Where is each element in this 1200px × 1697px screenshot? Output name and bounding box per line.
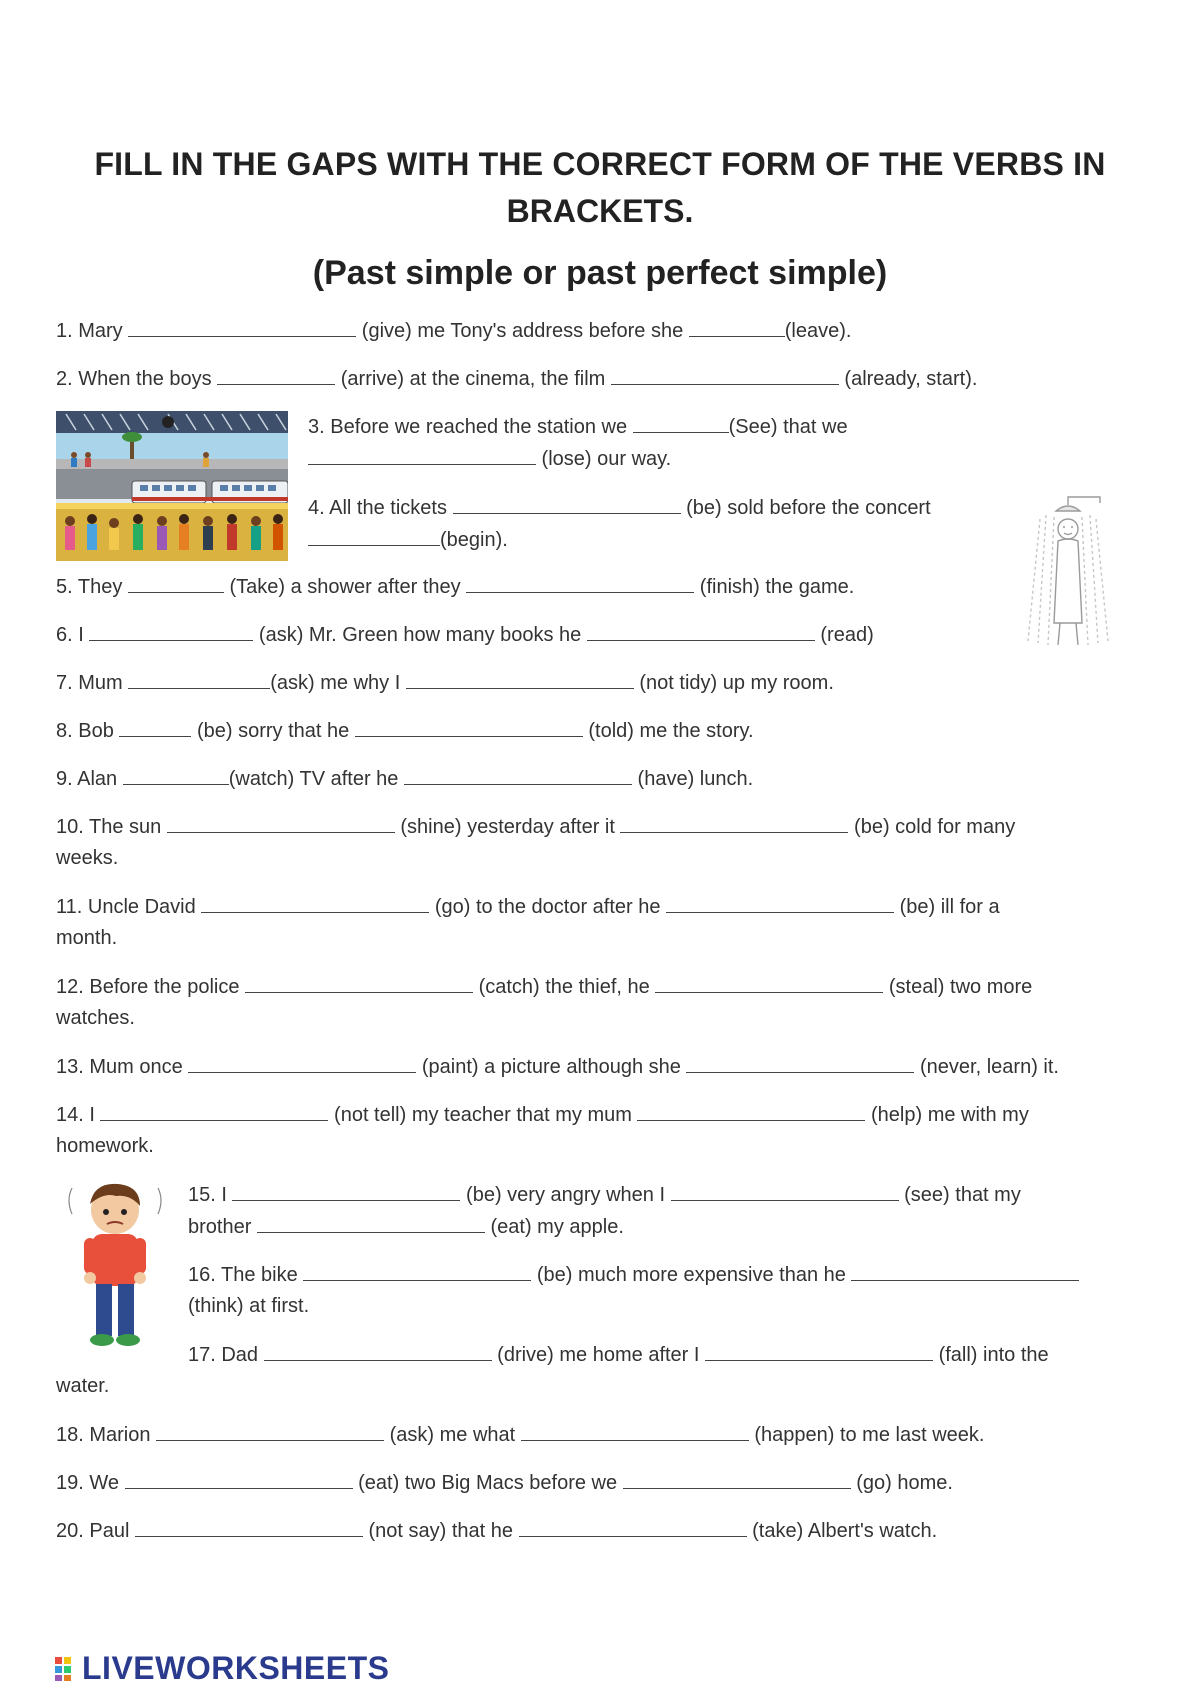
answer-gap[interactable] — [123, 766, 229, 785]
exercise-text: (eat) two Big Macs before we — [352, 1472, 623, 1494]
answer-gap[interactable] — [633, 414, 729, 433]
exercise-text: (see) that my — [898, 1184, 1021, 1206]
exercise-text: 5. They — [56, 576, 128, 598]
exercise-text: (be) sorry that he — [191, 720, 355, 742]
answer-gap[interactable] — [125, 1470, 353, 1489]
exercise-text: (arrive) at the cinema, the film — [335, 368, 611, 390]
answer-gap[interactable] — [689, 318, 785, 337]
exercise-16-line2 — [188, 1294, 309, 1318]
exercise-text: month. — [56, 927, 118, 949]
exercise-text: 9. Alan — [56, 768, 123, 790]
exercise-text: 18. Marion — [56, 1424, 157, 1446]
exercise-text: (go) home. — [850, 1472, 953, 1494]
worksheet-title-line1: FILL IN THE GAPS WITH THE CORRECT FORM OF THE VERBS IN — [94, 146, 1106, 182]
exercise-10 — [56, 814, 1015, 839]
answer-gap[interactable] — [666, 894, 894, 913]
exercise-text: (drive) me home after I — [491, 1344, 706, 1366]
exercise-text: 16. The bike — [188, 1264, 304, 1286]
answer-gap[interactable] — [100, 1102, 328, 1121]
exercise-12 — [56, 974, 1032, 999]
answer-gap[interactable] — [135, 1518, 363, 1537]
exercise-text: (fall) into the — [933, 1344, 1049, 1366]
exercise-text: (watch) TV after he — [228, 768, 404, 790]
worksheet-subtitle: (Past simple or past perfect simple) — [312, 254, 888, 292]
exercise-3 — [308, 414, 848, 439]
exercise-text: (See) that we — [728, 416, 848, 438]
exercise-text: 10. The sun — [56, 816, 167, 838]
exercise-14-line2 — [56, 1134, 154, 1158]
answer-gap[interactable] — [308, 446, 536, 465]
exercise-12-line2 — [56, 1006, 135, 1030]
answer-gap[interactable] — [851, 1262, 1079, 1281]
exercise-text: (be) ill for a — [894, 896, 1000, 918]
exercise-text: 12. Before the police — [56, 976, 246, 998]
exercise-10-line2 — [56, 846, 118, 870]
answer-gap[interactable] — [637, 1102, 865, 1121]
exercise-text: (read) — [814, 624, 874, 646]
exercise-text: 3. Before we reached the station we — [308, 416, 633, 438]
exercise-text: (be) very angry when I — [460, 1184, 671, 1206]
answer-gap[interactable] — [655, 974, 883, 993]
exercise-19 — [56, 1470, 953, 1495]
answer-gap[interactable] — [188, 1054, 416, 1073]
answer-gap[interactable] — [671, 1182, 899, 1201]
answer-gap[interactable] — [308, 527, 440, 546]
answer-gap[interactable] — [128, 574, 224, 593]
answer-gap[interactable] — [519, 1518, 747, 1537]
exercise-text: (Take) a shower after they — [223, 576, 467, 598]
exercise-text: (begin). — [440, 529, 508, 551]
exercise-text: (leave). — [784, 320, 852, 342]
exercise-17-line2 — [56, 1374, 109, 1398]
answer-gap[interactable] — [257, 1214, 485, 1233]
answer-gap[interactable] — [128, 318, 356, 337]
exercise-text: (catch) the thief, he — [473, 976, 656, 998]
exercise-1 — [56, 318, 851, 343]
exercise-text: (told) me the story. — [582, 720, 754, 742]
exercise-text: 2. When the boys — [56, 368, 218, 390]
answer-gap[interactable] — [611, 366, 839, 385]
exercise-text: (happen) to me last week. — [748, 1424, 985, 1446]
answer-gap[interactable] — [264, 1342, 492, 1361]
worksheet-title-line2: BRACKETS. — [506, 193, 694, 229]
answer-gap[interactable] — [466, 574, 694, 593]
exercise-text: (lose) our way. — [536, 448, 672, 470]
answer-gap[interactable] — [89, 622, 253, 641]
exercise-text: (ask) me why I — [270, 672, 406, 694]
answer-gap[interactable] — [587, 622, 815, 641]
exercise-text: water. — [56, 1375, 110, 1397]
exercise-text: (give) me Tony's address before she — [356, 320, 689, 342]
exercise-text: homework. — [56, 1135, 154, 1157]
exercise-11 — [56, 894, 1000, 919]
answer-gap[interactable] — [355, 718, 583, 737]
exercise-text: 14. I — [56, 1104, 101, 1126]
exercise-text: 17. Dad — [188, 1344, 264, 1366]
exercise-4 — [308, 495, 931, 520]
train-station-picture — [56, 411, 288, 561]
exercise-6 — [56, 622, 874, 647]
exercise-text: (have) lunch. — [631, 768, 754, 790]
exercise-text: 8. Bob — [56, 720, 120, 742]
answer-gap[interactable] — [453, 495, 681, 514]
exercise-20 — [56, 1518, 937, 1543]
liveworksheets-logo-icon — [54, 1656, 80, 1682]
exercise-text: 15. I — [188, 1184, 233, 1206]
exercise-text: (shine) yesterday after it — [394, 816, 621, 838]
exercise-text: 19. We — [56, 1472, 125, 1494]
exercise-text: 1. Mary — [56, 320, 129, 342]
answer-gap[interactable] — [303, 1262, 531, 1281]
answer-gap[interactable] — [620, 814, 848, 833]
exercise-text: watches. — [56, 1007, 135, 1029]
answer-gap[interactable] — [201, 894, 429, 913]
answer-gap[interactable] — [623, 1470, 851, 1489]
exercise-text: brother — [188, 1216, 257, 1238]
exercise-text: (be) sold before the concert — [680, 497, 931, 519]
shower-picture — [1008, 495, 1128, 655]
answer-gap[interactable] — [156, 1422, 384, 1441]
exercise-5 — [56, 574, 854, 599]
exercise-16 — [188, 1262, 1079, 1287]
answer-gap[interactable] — [406, 670, 634, 689]
exercise-text: 20. Paul — [56, 1520, 135, 1542]
answer-gap[interactable] — [404, 766, 632, 785]
liveworksheets-logo[interactable] — [54, 1650, 389, 1687]
answer-gap[interactable] — [232, 1182, 460, 1201]
answer-gap[interactable] — [245, 974, 473, 993]
worried-boy-picture — [60, 1180, 170, 1350]
answer-gap[interactable] — [167, 814, 395, 833]
exercise-9 — [56, 766, 753, 791]
exercise-text: (help) me with my — [865, 1104, 1029, 1126]
exercise-text: 4. All the tickets — [308, 497, 453, 519]
answer-gap[interactable] — [686, 1054, 914, 1073]
exercise-text: (be) much more expensive than he — [531, 1264, 852, 1286]
answer-gap[interactable] — [217, 366, 335, 385]
exercise-text: (ask) Mr. Green how many books he — [253, 624, 587, 646]
exercise-13 — [56, 1054, 1059, 1079]
exercise-text: (paint) a picture although she — [416, 1056, 687, 1078]
answer-gap[interactable] — [705, 1342, 933, 1361]
answer-gap[interactable] — [128, 670, 270, 689]
exercise-15 — [188, 1182, 1021, 1207]
exercise-text: 7. Mum — [56, 672, 129, 694]
exercise-text: (go) to the doctor after he — [429, 896, 667, 918]
exercise-4-line2 — [308, 527, 508, 552]
exercise-7 — [56, 670, 834, 695]
exercise-text: (eat) my apple. — [484, 1216, 624, 1238]
exercise-text: (finish) the game. — [694, 576, 855, 598]
exercise-text: (think) at first. — [188, 1295, 310, 1317]
exercise-text: 13. Mum once — [56, 1056, 189, 1078]
exercise-11-line2 — [56, 926, 117, 950]
exercise-15-line2 — [188, 1214, 624, 1239]
exercise-3-line2 — [308, 446, 671, 471]
exercise-text: (steal) two more — [883, 976, 1033, 998]
exercise-text: (never, learn) it. — [914, 1056, 1059, 1078]
exercise-text: (not tidy) up my room. — [633, 672, 834, 694]
exercise-text: 11. Uncle David — [56, 896, 202, 918]
answer-gap[interactable] — [119, 718, 191, 737]
exercise-2 — [56, 366, 977, 391]
exercise-text: weeks. — [56, 847, 119, 869]
exercise-17 — [188, 1342, 1049, 1367]
exercise-text: (not say) that he — [362, 1520, 519, 1542]
exercise-text: 6. I — [56, 624, 90, 646]
exercise-8 — [56, 718, 754, 743]
exercise-text: (be) cold for many — [848, 816, 1016, 838]
exercise-text: (take) Albert's watch. — [746, 1520, 938, 1542]
exercise-text: (not tell) my teacher that my mum — [328, 1104, 638, 1126]
answer-gap[interactable] — [521, 1422, 749, 1441]
logo-text: LIVEWORKSHEETS — [82, 1650, 390, 1686]
exercise-14 — [56, 1102, 1029, 1127]
exercise-text: (ask) me what — [384, 1424, 521, 1446]
exercise-text: (already, start). — [838, 368, 978, 390]
exercise-18 — [56, 1422, 984, 1447]
